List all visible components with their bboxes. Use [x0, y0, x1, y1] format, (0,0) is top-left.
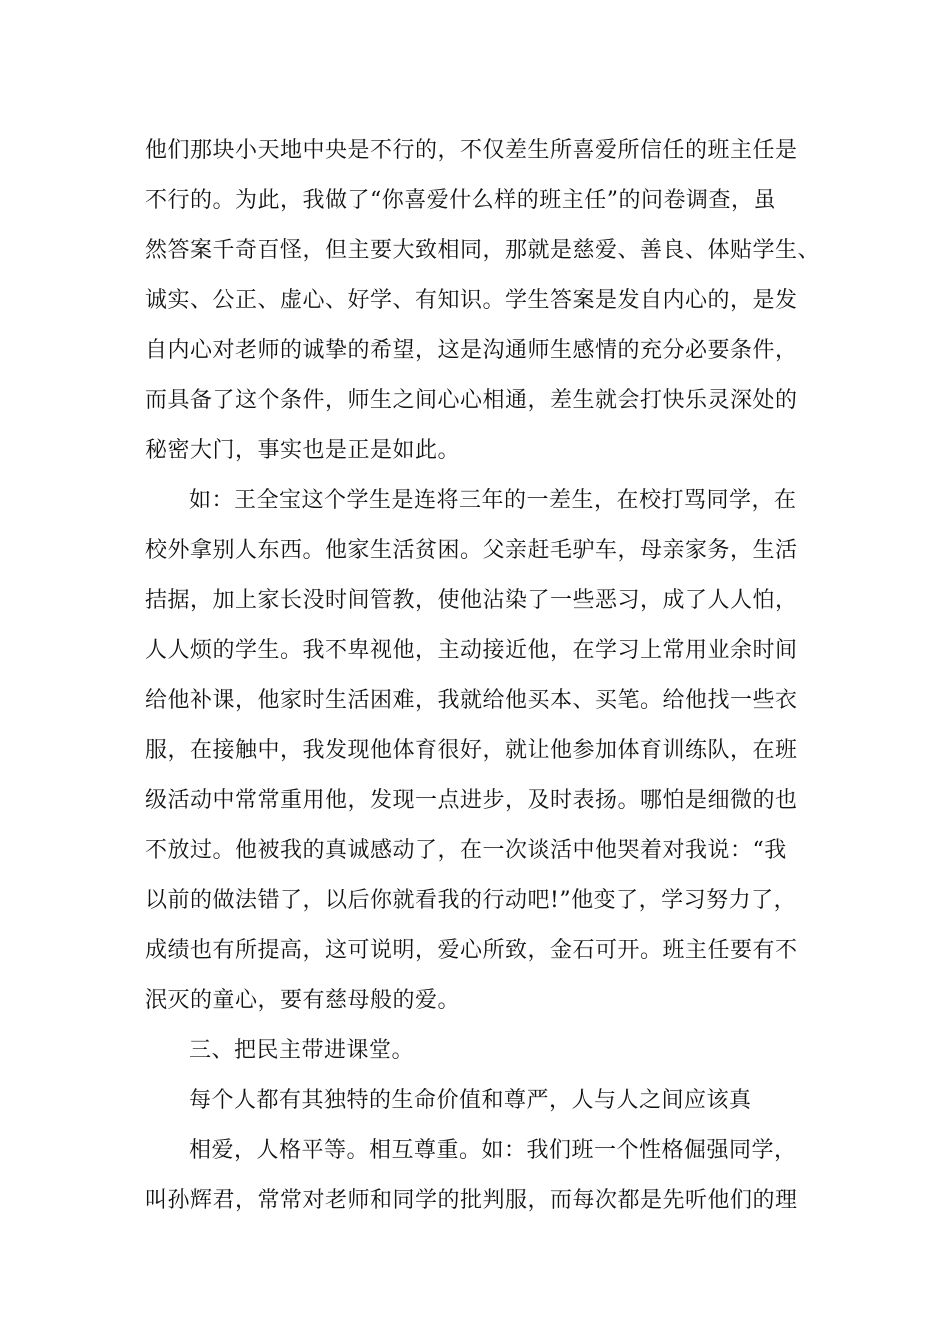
paragraph-first-line: 每个人都有其独特的生命价值和尊严，人与人之间应该真 [189, 1088, 752, 1113]
text-line: 成绩也有所提高，这可说明，爱心所致，金石可开。班主任要有不 [145, 938, 798, 963]
text-line: 人人烦的学生。我不卑视他，主动接近他，在学习上常用业余时间 [145, 638, 798, 663]
text-line: 相爱，人格平等。相互尊重。如：我们班一个性格倔强同学， [189, 1138, 797, 1163]
text-line: 秘密大门，事实也是正是如此。 [145, 438, 461, 463]
text-line: 而具备了这个条件，师生之间心心相通，差生就会打快乐灵深处的 [145, 388, 798, 413]
text-line: 他们那块小天地中央是不行的，不仅差生所喜爱所信任的班主任是 [145, 138, 798, 163]
text-line: 叫孙辉君，常常对老师和同学的批判服，而每次都是先听他们的理 [145, 1188, 798, 1213]
text-line: 然答案千奇百怪，但主要大致相同，那就是慈爱、善良、体贴学生、 [145, 238, 821, 263]
text-line: 诚实、公正、虚心、好学、有知识。学生答案是发自内心的，是发 [145, 288, 798, 313]
text-line: 拮据，加上家长没时间管教，使他沾染了一些恶习，成了人人怕， [145, 588, 798, 613]
text-line: 不放过。他被我的真诚感动了，在一次谈活中他哭着对我说：“我 [145, 838, 787, 863]
text-line: 给他补课，他家时生活困难，我就给他买本、买笔。给他找一些衣 [145, 688, 798, 713]
text-line: 泯灭的童心，要有慈母般的爱。 [145, 988, 461, 1013]
text-line: 自内心对老师的诚挚的希望，这是沟通师生感情的充分必要条件， [145, 338, 798, 363]
text-line: 校外拿别人东西。他家生活贫困。父亲赶毛驴车，母亲家务，生活 [145, 538, 798, 563]
text-line: 服，在接触中，我发现他体育很好，就让他参加体育训练队，在班 [145, 738, 798, 763]
paragraph-first-line: 如：王全宝这个学生是连将三年的一差生，在校打骂同学，在 [189, 488, 797, 513]
text-line: 不行的。为此，我做了“你喜爱什么样的班主任”的问卷调查，虽 [145, 188, 776, 213]
text-line: 级活动中常常重用他，发现一点进步，及时表扬。哪怕是细微的也 [145, 788, 798, 813]
section-heading: 三、把民主带进课堂。 [189, 1038, 415, 1063]
text-line: 以前的做法错了，以后你就看我的行动吧!”他变了，学习努力了， [145, 888, 797, 913]
